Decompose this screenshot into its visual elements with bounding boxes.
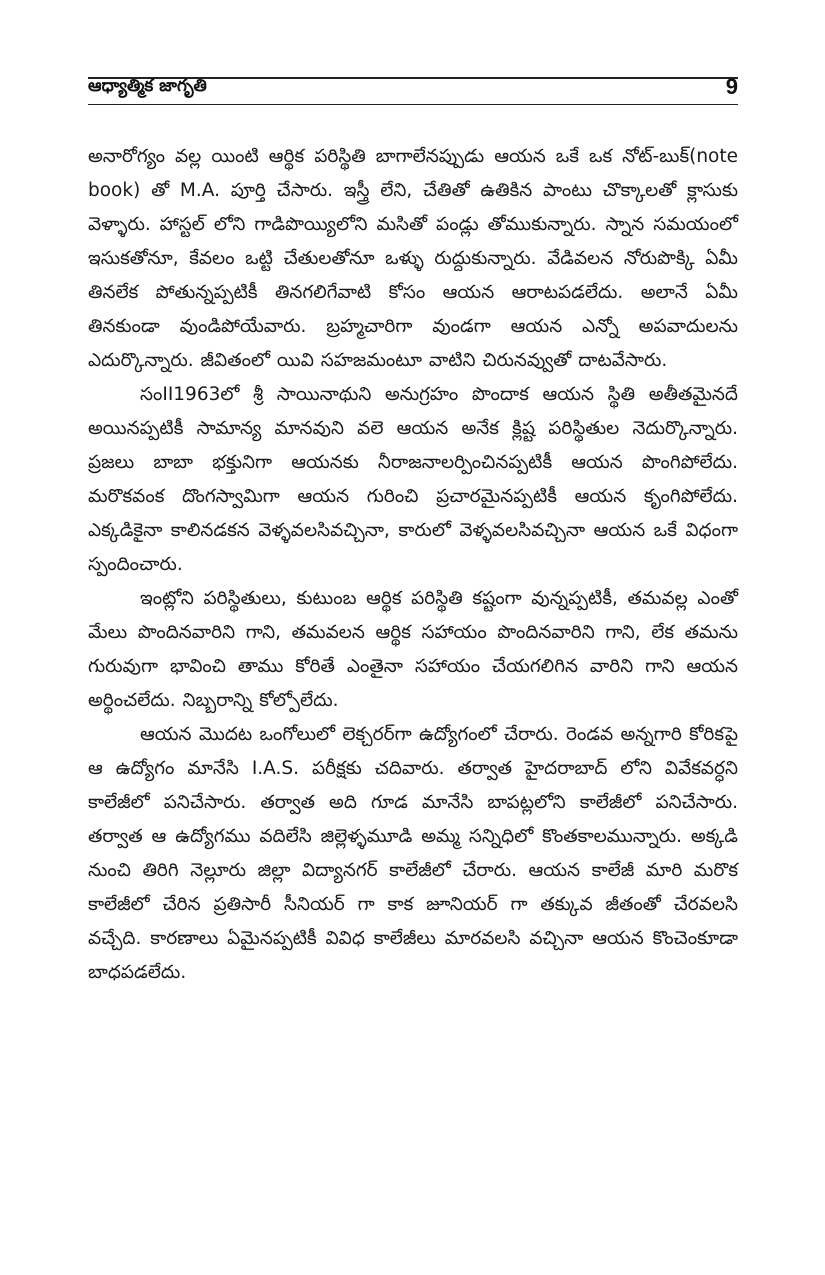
running-header	[88, 74, 738, 104]
header-bottom-rule	[88, 104, 738, 105]
body-text	[88, 140, 738, 990]
page-number: 9	[725, 74, 738, 99]
paragraph: ఇంట్లోని పరిస్థితులు, కుటుంబ ఆర్థిక పరిస్థితి కష్టంగా వున్నప్పటికీ, తమవల్ల ఎంతో మేలు పొందినవారిని గాని, తమవలన ఆర్థిక సహాయం పొందినవారిని గాని, లేక తమను గురువుగా భావించి తాము కోరితే ఎంతైనా సహాయం చేయగలిగిన వారిని గాని ఆయన అర్థించలేదు. నిబ్బరాన్ని కోల్పోలేదు.	[88, 588, 738, 711]
running-title: ఆధ్యాత్మిక జాగృతి	[88, 76, 207, 96]
paragraph: సంII1963లో శ్రీ సాయినాథుని అనుగ్రహం పొందాక ఆయన స్థితి అతీతమైనదే అయినప్పటికీ సామాన్య మానవుని వలె ఆయన అనేక క్లిష్ట పరిస్థితుల నెదుర్కొన్నారు. ప్రజలు బాబా భక్తునిగా ఆయనకు నీరాజనాలర్పించినప్పటికీ ఆయన పొంగిపోలేదు. మరొకవంక దొంగస్వామిగా ఆయన గురించి ప్రచారమైనప్పటికీ ఆయన కృంగిపోలేదు. ఎక్కడికైనా కాలినడకన వెళ్ళవలసివచ్చినా, కారులో వెళ్ళవలసివచ్చినా ఆయన ఒకే విధంగా స్పందించారు.	[88, 384, 738, 575]
paragraph: అనారోగ్యం వల్ల యింటి ఆర్థిక పరిస్థితి బాగాలేనప్పుడు ఆయన ఒకే ఒక నోట్-బుక్(note book) తో M.A. పూర్తి చేసారు. ఇస్త్రీ లేని, చేతితో ఉతికిన పాంటు చొక్కాలతో క్లాసుకు వెళ్ళారు. హాస్టల్ లోని గాడిపొయ్యిలోని మసితో పండ్లు తోముకున్నారు. స్నాన సమయంలో ఇసుకతోనూ, కేవలం ఒట్టి చేతులతోనూ ఒళ్ళు రుద్దుకున్నారు. వేడివలన నోరుపొక్కి ఏమీ తినలేక పోతున్నప్పటికీ తినగలిగేవాటి కోసం ఆయన ఆరాటపడలేదు. అలానే ఏమీ తినకుండా వుండిపోయేవారు. బ్రహ్మచారిగా వుండగా ఆయన ఎన్నో అపవాదులను ఎదుర్కొన్నారు. జీవితంలో యివి సహజమంటూ వాటిని చిరునవ్వుతో దాటవేసారు.	[88, 146, 738, 371]
paragraph: ఆయన మొదట ఒంగోలులో లెక్చరర్‌గా ఉద్యోగంలో చేరారు. రెండవ అన్నగారి కోరికపై ఆ ఉద్యోగం మానేసి I.A.S. పరీక్షకు చదివారు. తర్వాత హైదరాబాద్ లోని వివేకవర్ధని కాలేజీలో పనిచేసారు. తర్వాత అది గూడ మానేసి బాపట్లలోని కాలేజీలో పనిచేసారు. తర్వాత ఆ ఉద్యోగము వదిలేసి జిల్లెళ్ళమూడి అమ్మ సన్నిధిలో కొంతకాలమున్నారు. అక్కడి నుంచి తిరిగి నెల్లూరు జిల్లా విద్యానగర్ కాలేజీలో చేరారు. ఆయన కాలేజీ మారి మరొక కాలేజీలో చేరిన ప్రతిసారీ సీనియర్ గా కాక జూనియర్ గా తక్కువ జీతంతో చేరవలసి వచ్చేది. కారణాలు ఏమైనప్పటికీ వివిధ కాలేజీలు మారవలసి వచ్చినా ఆయన కొంచెంకూడా బాధపడలేదు.	[88, 724, 738, 983]
